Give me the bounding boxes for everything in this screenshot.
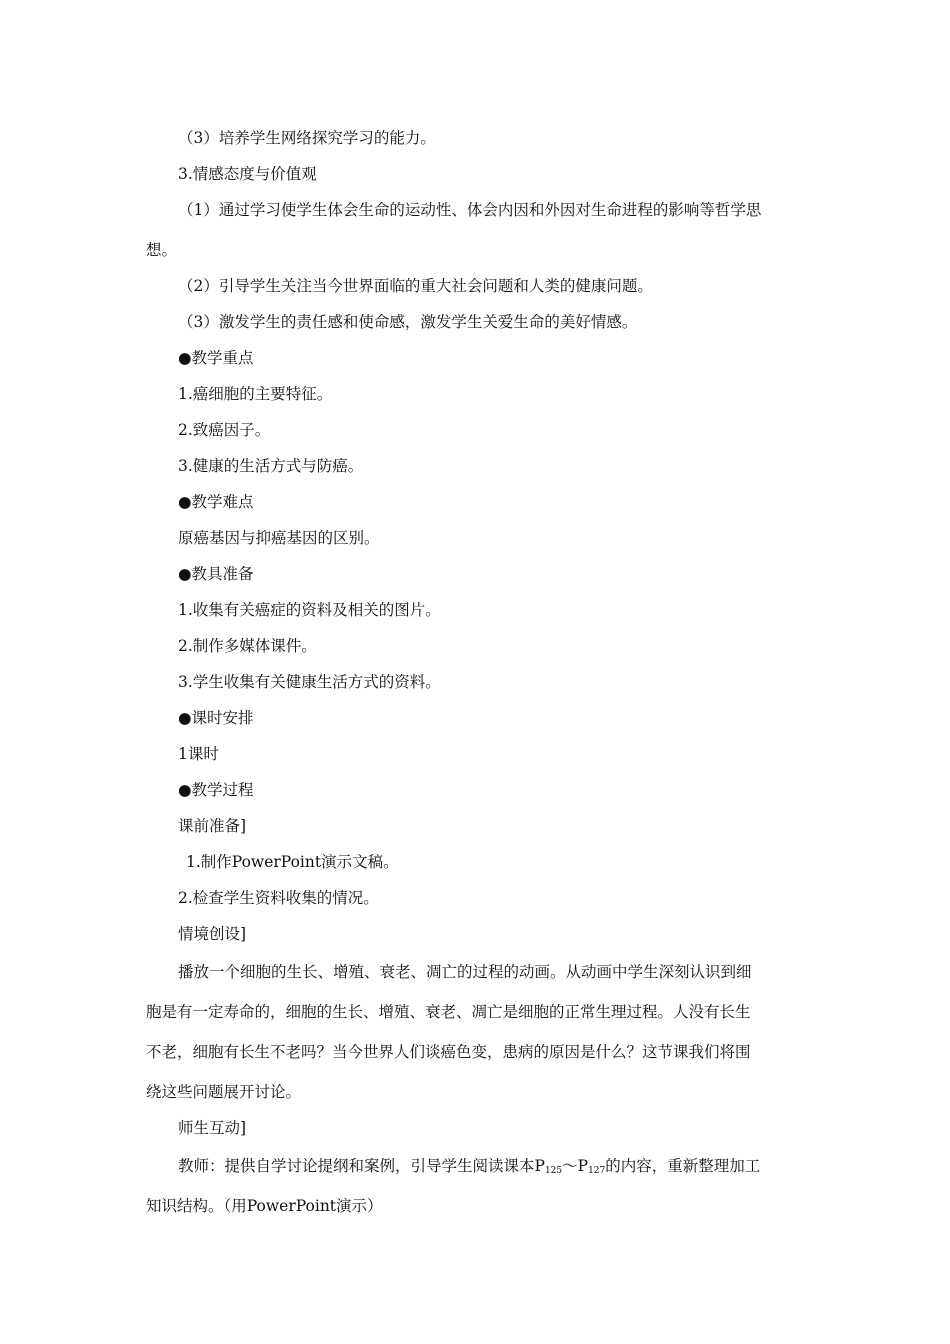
text-line: 1课时 (178, 745, 219, 763)
page-start-subscript: 125 (544, 1166, 563, 1176)
paragraph-line: 绕这些问题展开讨论。 (146, 1083, 302, 1101)
text-line: （3）培养学生网络探究学习的能力。 (178, 129, 436, 147)
list-item: 3.学生收集有关健康生活方式的资料。 (178, 673, 441, 691)
page-end-subscript: 127 (588, 1166, 606, 1176)
paragraph-line: 胞是有一定寿命的，细胞的生长、增殖、衰老、凋亡是细胞的正常生理过程。人没有长生 (146, 1003, 751, 1021)
text-line: （3）激发学生的责任感和使命感，激发学生关爱生命的美好情感。 (178, 313, 638, 331)
subsection-label: 情境创设] (178, 925, 247, 943)
subsection-label: 师生互动] (178, 1119, 247, 1137)
bullet-heading: ●教学难点 (178, 493, 254, 511)
list-item: 2.致癌因子。 (178, 421, 271, 439)
paragraph-line: 知识结构。（用PowerPoint演示） (146, 1197, 383, 1215)
paragraph-line: 不老，细胞有长生不老吗？当今世界人们谈癌色变，患病的原因是什么？这节课我们将围 (146, 1043, 751, 1061)
bullet-heading: ●课时安排 (178, 709, 254, 727)
list-item: 1.制作PowerPoint演示文稿。 (186, 853, 399, 871)
section-heading: 3.情感态度与价值观 (178, 165, 317, 183)
bullet-heading: ●教学重点 (178, 349, 254, 367)
bullet-heading: ●教具准备 (178, 565, 254, 583)
paragraph-line (178, 1156, 760, 1181)
list-item: 2.检查学生资料收集的情况。 (178, 889, 379, 907)
text-line: 原癌基因与抑癌基因的区别。 (178, 529, 380, 547)
paragraph-line: 播放一个细胞的生长、增殖、衰老、凋亡的过程的动画。从动画中学生深刻认识到细 (178, 963, 752, 981)
list-item: 1.癌细胞的主要特征。 (178, 385, 333, 403)
list-item: 2.制作多媒体课件。 (178, 637, 317, 655)
list-item: 3.健康的生活方式与防癌。 (178, 457, 364, 475)
teacher-line-prefix: 教师：提供自学讨论提纲和案例，引导学生阅读课本P (178, 1157, 545, 1175)
text-line: （1）通过学习使学生体会生命的运动性、体会内因和外因对生命进程的影响等哲学思 (178, 201, 762, 219)
bullet-heading: ●教学过程 (178, 781, 254, 799)
list-item: 1.收集有关癌症的资料及相关的图片。 (178, 601, 441, 619)
teacher-line-mid: ～P (562, 1157, 589, 1175)
text-line: （2）引导学生关注当今世界面临的重大社会问题和人类的健康问题。 (178, 277, 653, 295)
teacher-line-suffix: 的内容，重新整理加工 (605, 1157, 761, 1175)
text-line: 想。 (146, 241, 178, 259)
subsection-label: 课前准备] (178, 817, 247, 835)
